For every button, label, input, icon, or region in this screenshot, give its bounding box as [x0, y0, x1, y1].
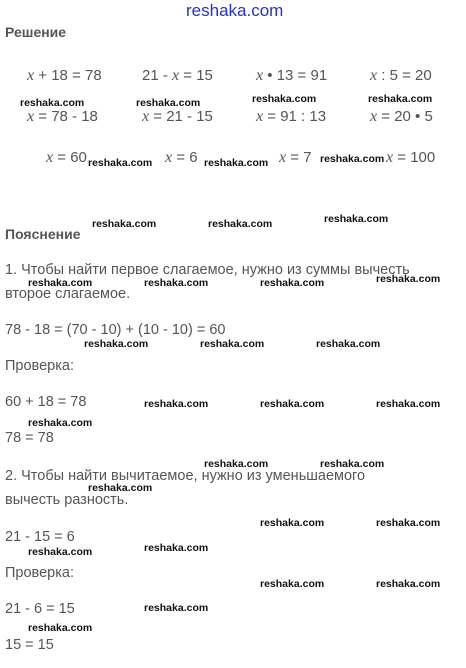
equation-1-step: x = 78 - 18	[27, 108, 98, 125]
rule-2-line-2: вычесть разность.	[5, 492, 129, 508]
equation-2-given: 21 - x = 15	[142, 67, 213, 84]
equation-2-answer: x = 6	[165, 149, 198, 166]
check-1-result: 78 = 78	[5, 430, 54, 446]
watermark: reshaka.com	[144, 602, 209, 614]
explanation-heading: Пояснение	[5, 226, 81, 242]
watermark: reshaka.com	[20, 97, 85, 109]
watermark: reshaka.com	[204, 157, 269, 169]
watermark: reshaka.com	[260, 277, 325, 289]
equation-1-given: x + 18 = 78	[27, 67, 102, 84]
check-2-label: Проверка:	[5, 565, 74, 581]
watermark: reshaka.com	[208, 218, 273, 230]
watermark: reshaka.com	[324, 213, 389, 225]
equation-3-answer: x = 7	[279, 149, 312, 166]
watermark: reshaka.com	[28, 417, 93, 429]
watermark: reshaka.com	[88, 157, 153, 169]
watermark: reshaka.com	[28, 546, 93, 558]
check-1-label: Проверка:	[5, 358, 74, 374]
watermark: reshaka.com	[368, 93, 433, 105]
watermark: reshaka.com	[376, 273, 441, 285]
rule-1-line-2: второе слагаемое.	[5, 286, 131, 302]
calculation-1: 78 - 18 = (70 - 10) + (10 - 10) = 60	[5, 322, 226, 338]
watermark: reshaka.com	[260, 398, 325, 410]
equation-4-step: x = 20 • 5	[370, 108, 433, 125]
watermark: reshaka.com	[200, 338, 265, 350]
watermark: reshaka.com	[204, 458, 269, 470]
watermark: reshaka.com	[144, 542, 209, 554]
watermark: reshaka.com	[92, 218, 157, 230]
solution-heading: Решение	[5, 24, 67, 40]
check-1-equation: 60 + 18 = 78	[5, 394, 87, 410]
watermark: reshaka.com	[88, 482, 153, 494]
watermark: reshaka.com	[28, 622, 93, 634]
equation-4-given: x : 5 = 20	[370, 67, 432, 84]
equation-1-answer: x = 60	[46, 149, 87, 166]
watermark: reshaka.com	[28, 277, 93, 289]
check-2-result: 15 = 15	[5, 637, 54, 653]
watermark: reshaka.com	[316, 338, 381, 350]
site-logo[interactable]: reshaka.com	[186, 1, 284, 20]
watermark: reshaka.com	[136, 97, 201, 109]
equation-4-answer: x = 100	[386, 149, 436, 166]
watermark: reshaka.com	[376, 398, 441, 410]
equation-2-step: x = 21 - 15	[142, 108, 213, 125]
watermark: reshaka.com	[320, 153, 385, 165]
watermark: reshaka.com	[252, 93, 317, 105]
watermark: reshaka.com	[144, 398, 209, 410]
watermark: reshaka.com	[260, 517, 325, 529]
equation-3-given: x • 13 = 91	[256, 67, 328, 84]
watermark: reshaka.com	[84, 338, 149, 350]
check-2-equation: 21 - 6 = 15	[5, 601, 75, 617]
equation-3-step: x = 91 : 13	[256, 108, 327, 125]
rule-2-line-1: 2. Чтобы найти вычитаемое, нужно из уменьшаемого	[5, 468, 366, 484]
watermark: reshaka.com	[376, 517, 441, 529]
calculation-2: 21 - 15 = 6	[5, 529, 75, 545]
rule-1-line-1: 1. Чтобы найти первое слагаемое, нужно из суммы вычесть	[5, 262, 410, 278]
watermark: reshaka.com	[376, 578, 441, 590]
watermark: reshaka.com	[260, 578, 325, 590]
watermark: reshaka.com	[320, 458, 385, 470]
watermark: reshaka.com	[144, 277, 209, 289]
